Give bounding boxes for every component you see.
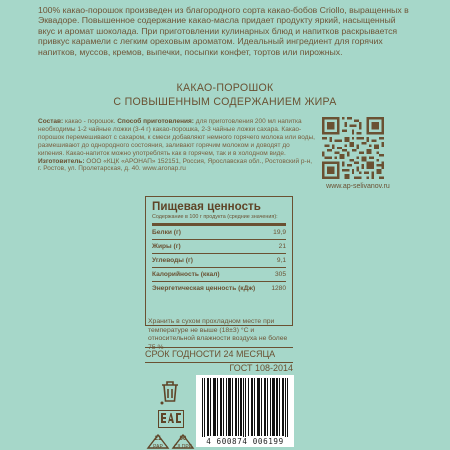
barcode-number: 4 600874 006199 [196,437,294,446]
recycle-code-right: 90 [179,436,187,442]
nutrition-row [152,226,286,240]
qr-link[interactable]: www.ap-selivanov.ru [326,183,390,190]
composition-block [38,118,316,173]
product-description: 100% какао-порошок произведен из благородного сорта какао-бобов Criollo, выращенных в Эквадоре. Повышенное содержание какао-масла придает продукту яркий, насыщенный вкус и аромат шоколада. При приготовлении кулинарных блюд и напитков раскрывается привкус карамели с легким ореховым ароматом. Идеальный ингредиент для горячих напитков, муссов, кремов, выпечки, посыпки конфет, тортов или пирожных. [38,5,409,57]
nutrition-row [152,282,286,296]
nutrition-label: Жиры (г) [152,243,181,250]
nutrition-label: Углеводы (г) [152,257,193,264]
nutrition-label: Белки (г) [152,229,181,236]
product-title-line1: КАКАО-ПОРОШОК [176,82,274,94]
recycle-label-left: PAP [153,444,163,450]
nutrition-row [152,240,286,254]
nutrition-value: 21 [278,243,286,250]
composition-label: Состав: [38,118,64,125]
nutrition-row [152,268,286,282]
product-title-line2: С ПОВЫШЕННЫМ СОДЕРЖАНИЕМ ЖИРА [113,96,337,108]
method-text: для приготовления 200 мл напитка необходимы 1-2 чайные ложки (3-4 г) какао-порошка, 2-3 чайные ложки сахара. Какао-порошок перемешивают с сахаром, к смеси добавляют немного горячего молока или воды, размешивают до однородного состояния, заливают горячим молоком и доводят до кипения. Какао-напиток можно употреблять как в горячем, так и в холодном виде. [38,118,315,157]
qr-code-icon[interactable] [322,117,384,179]
nutrition-value: 9,1 [276,257,286,264]
recycle-code-left: 21 [154,436,162,442]
trash-bin-icon [158,378,182,406]
eac-mark-icon [158,410,184,428]
nutrition-value: 305 [274,271,286,278]
composition-text: какао - порошок. [63,118,116,125]
maker-text: ООО «КЦК «АРОНАП» 152151, Россия, Ярославская обл., Ростовский р-н, г. Ростов, ул. Пролетарская, д. 40. www.aronap.ru [38,157,313,173]
nutrition-label: Энергетическая ценность (кДж) [152,285,256,292]
nutrition-subtitle: Содержание в 100 г продукта (средние значения): [152,214,286,226]
nutrition-label: Калорийность (ккал) [152,271,220,278]
nutrition-title: Пищевая ценность [152,200,261,213]
nutrition-table [145,196,293,326]
shelf-life: СРОК ГОДНОСТИ 24 МЕСЯЦА [145,347,293,363]
nutrition-value: 19,9 [273,229,286,236]
recycle-label-right: C/LDPE [173,444,193,450]
nutrition-row [152,254,286,268]
maker-label: Изготовитель: [38,157,85,165]
nutrition-value: 1280 [271,285,286,292]
storage-conditions: Хранить в сухом прохладном месте при температуре не выше (18±3) °С и относительной влажности воздуха не более 75 % [148,318,288,351]
method-label: Способ приготовления: [117,118,194,125]
gost-standard: ГОСТ 108-2014 [229,362,293,373]
